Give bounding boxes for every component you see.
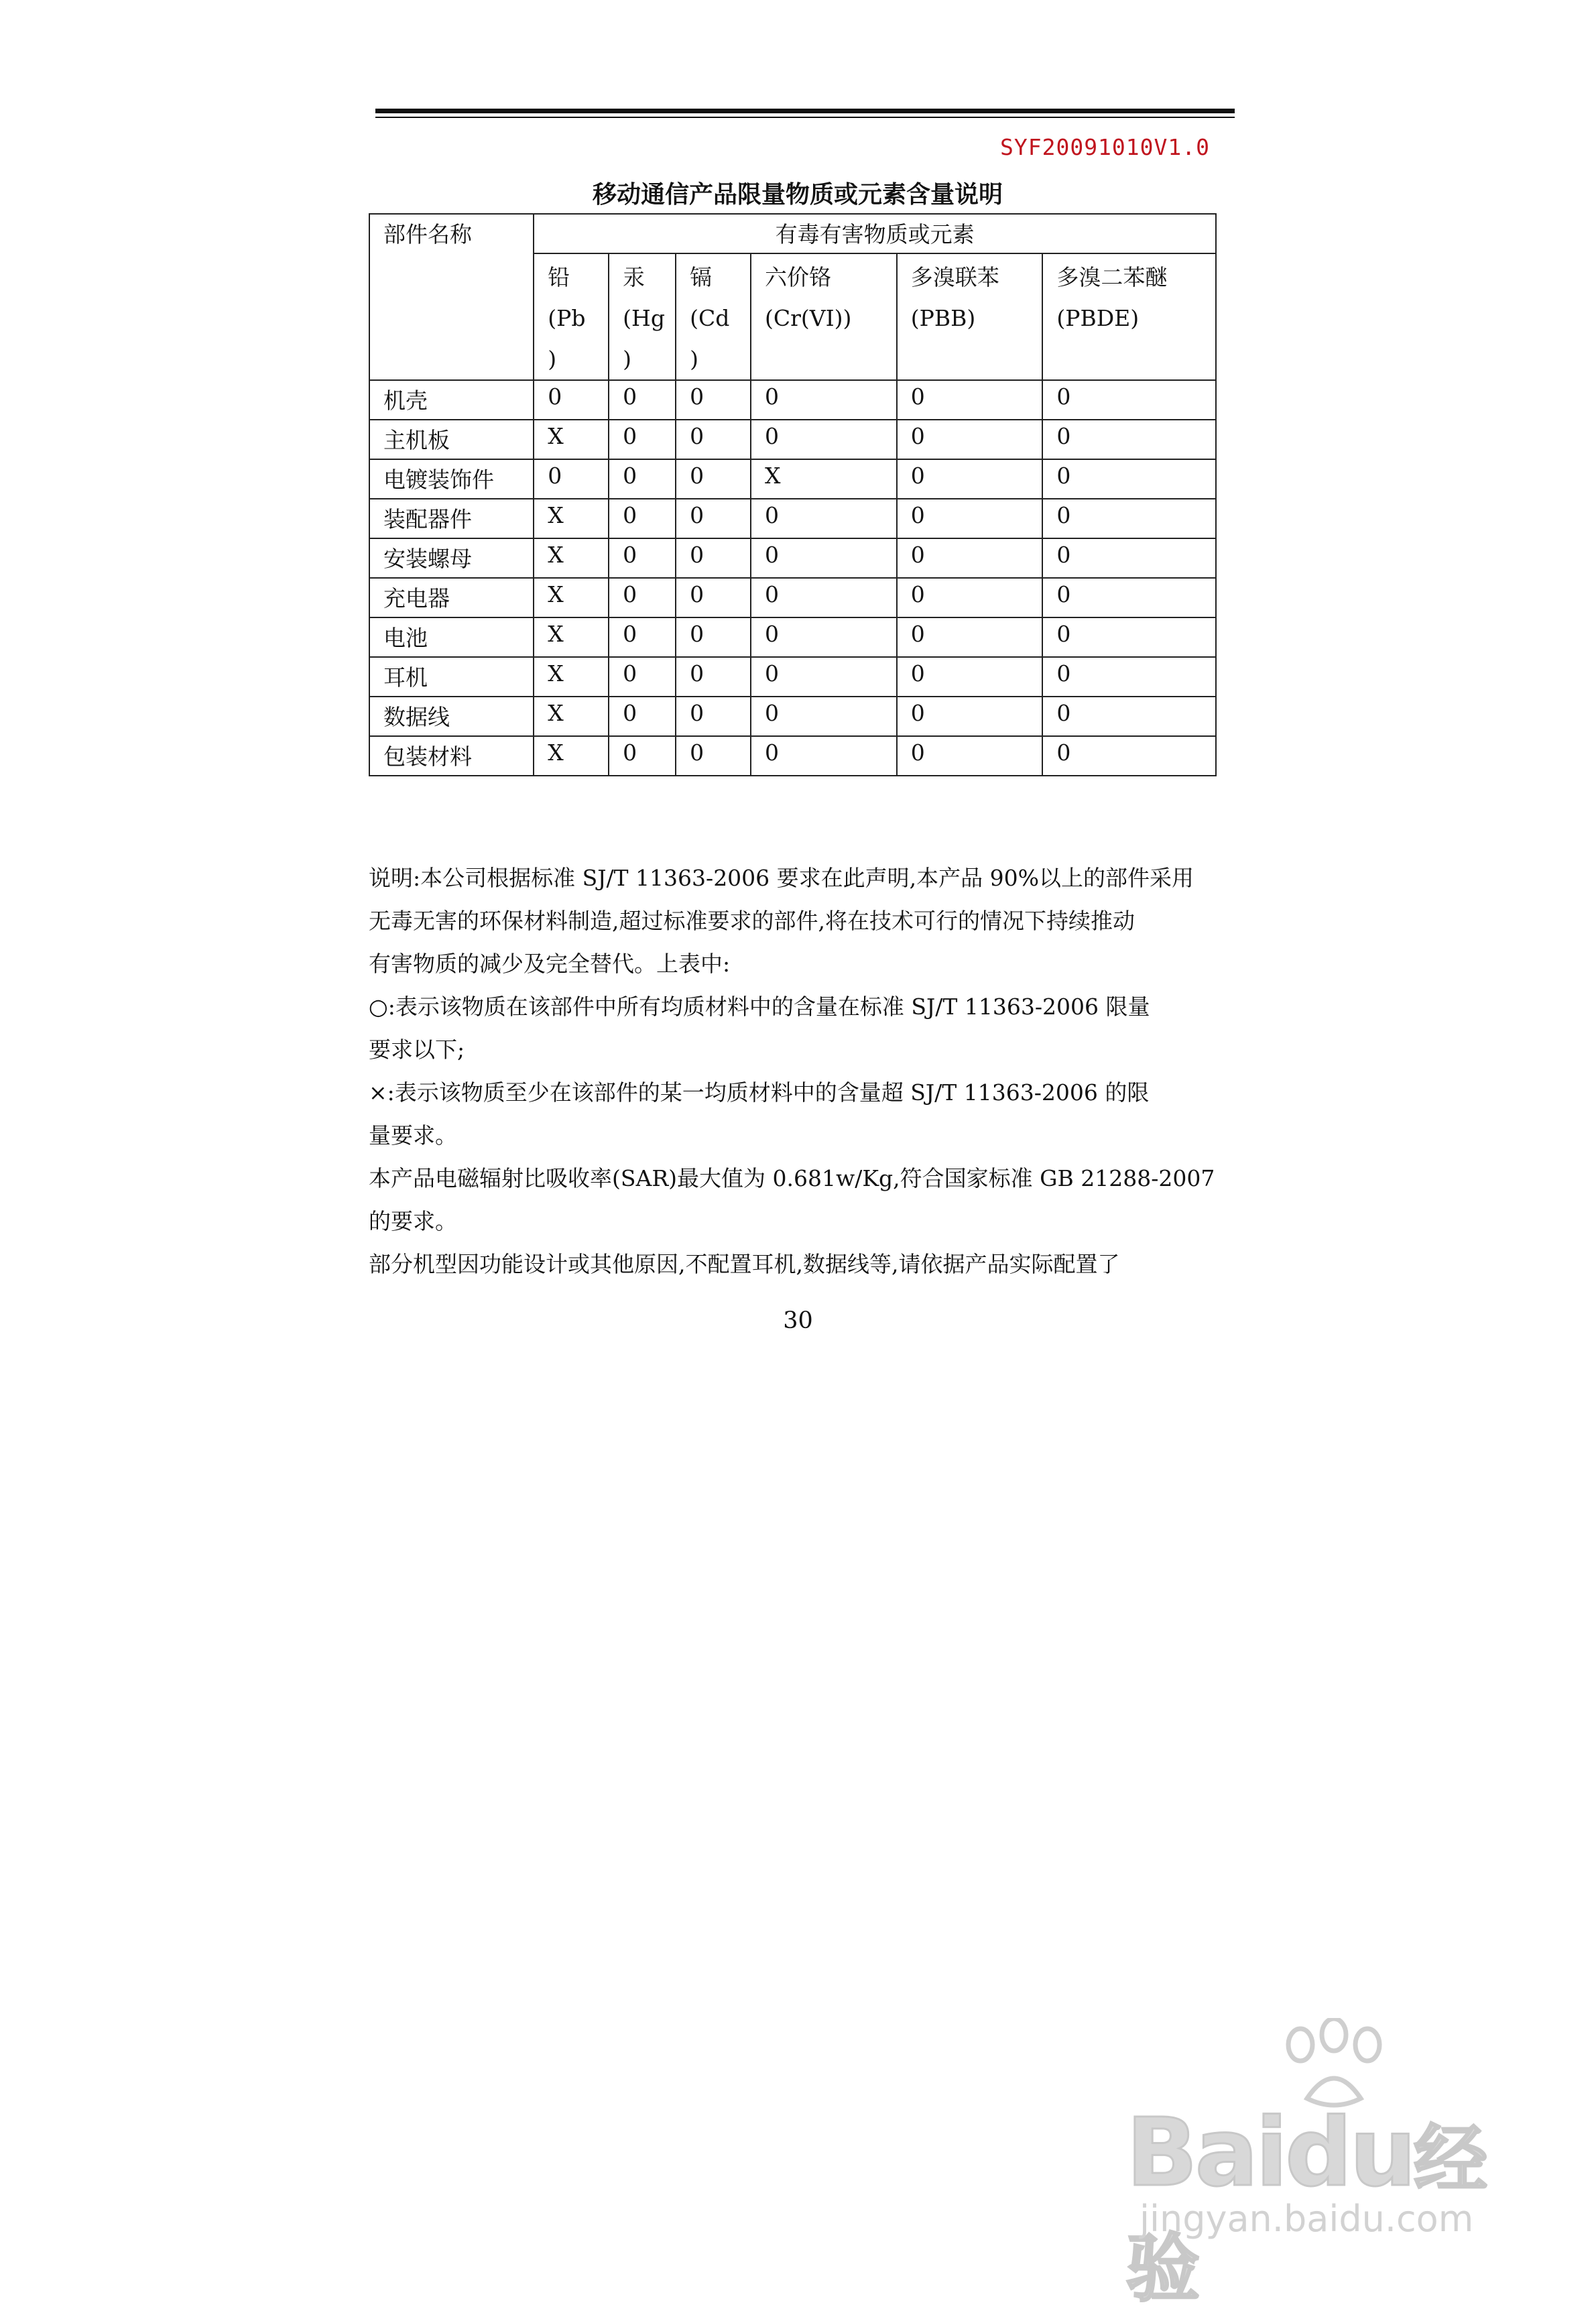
note-paragraph bbox=[369, 986, 1217, 1071]
substance-value: 0 bbox=[609, 499, 676, 538]
substance-value: 0 bbox=[1042, 538, 1216, 578]
substance-header bbox=[609, 253, 676, 380]
substance-value: 0 bbox=[676, 657, 751, 697]
note-line: 量要求。 bbox=[369, 1122, 457, 1148]
substance-value: 0 bbox=[751, 499, 897, 538]
part-name: 电镀装饰件 bbox=[369, 459, 534, 499]
substance-name: 多溴联苯 bbox=[910, 264, 999, 290]
substance-value: 0 bbox=[751, 697, 897, 736]
table-row bbox=[369, 538, 1216, 578]
substance-value: 0 bbox=[609, 736, 676, 776]
substance-value: 0 bbox=[897, 617, 1043, 657]
substance-value: 0 bbox=[609, 697, 676, 736]
substance-value: 0 bbox=[676, 617, 751, 657]
header-rule-thin bbox=[375, 117, 1235, 118]
substance-value: 0 bbox=[1042, 578, 1216, 617]
baidu-watermark bbox=[1126, 2018, 1501, 2312]
substance-value: 0 bbox=[676, 420, 751, 459]
note-paragraph bbox=[369, 1071, 1217, 1157]
table-row bbox=[369, 617, 1216, 657]
substance-value: 0 bbox=[1042, 697, 1216, 736]
substance-value: 0 bbox=[1042, 657, 1216, 697]
substance-value: 0 bbox=[1042, 617, 1216, 657]
header-rule-thick bbox=[375, 109, 1235, 113]
substance-value: X bbox=[534, 617, 609, 657]
substance-value: 0 bbox=[609, 420, 676, 459]
table-title: 移动通信产品限量物质或元素含量说明 bbox=[592, 181, 1003, 209]
substance-header bbox=[897, 253, 1043, 380]
page-number: 30 bbox=[783, 1307, 813, 1334]
substance-value: 0 bbox=[1042, 420, 1216, 459]
substance-value: 0 bbox=[751, 736, 897, 776]
substance-value: 0 bbox=[897, 697, 1043, 736]
notes bbox=[369, 857, 1217, 1286]
part-name: 机壳 bbox=[369, 380, 534, 420]
substance-value: 0 bbox=[676, 459, 751, 499]
table-row bbox=[369, 697, 1216, 736]
substance-value: 0 bbox=[534, 380, 609, 420]
part-name: 装配器件 bbox=[369, 499, 534, 538]
note-line: 本产品电磁辐射比吸收率(SAR)最大值为 0.681w/Kg,符合国家标准 GB 21288-2007 bbox=[369, 1165, 1215, 1191]
substance-value: 0 bbox=[897, 499, 1043, 538]
substance-value: 0 bbox=[751, 617, 897, 657]
substance-value: X bbox=[534, 538, 609, 578]
substance-value: 0 bbox=[609, 657, 676, 697]
substance-symbol: (Pb bbox=[548, 305, 586, 331]
substance-header bbox=[676, 253, 751, 380]
substance-symbol: (PBB) bbox=[910, 305, 976, 331]
substance-value: 0 bbox=[609, 617, 676, 657]
table-row bbox=[369, 459, 1216, 499]
note-line: 无毒无害的环保材料制造,超过标准要求的部件,将在技术可行的情况下持续推动 bbox=[369, 908, 1135, 934]
substance-symbol: ) bbox=[690, 346, 698, 372]
substance-value: 0 bbox=[751, 538, 897, 578]
substance-value: 0 bbox=[897, 657, 1043, 697]
substance-value: 0 bbox=[1042, 499, 1216, 538]
substance-name: 铅 bbox=[548, 264, 570, 290]
substance-value: X bbox=[534, 697, 609, 736]
document-id: SYF20091010V1.0 bbox=[999, 134, 1210, 160]
substance-symbol: ) bbox=[623, 346, 632, 372]
paw-icon bbox=[1260, 2018, 1408, 2112]
table-row bbox=[369, 657, 1216, 697]
substance-value: 0 bbox=[751, 578, 897, 617]
substance-value: 0 bbox=[676, 697, 751, 736]
substance-group-header: 有毒有害物质或元素 bbox=[534, 214, 1216, 253]
note-line: ×:表示该物质至少在该部件的某一均质材料中的含量超 SJ/T 11363-2006 的限 bbox=[369, 1079, 1150, 1106]
substance-value: X bbox=[534, 499, 609, 538]
substance-name: 多溴二苯醚 bbox=[1056, 264, 1168, 290]
substance-value: 0 bbox=[609, 459, 676, 499]
table-row bbox=[369, 499, 1216, 538]
substance-value: 0 bbox=[676, 736, 751, 776]
note-line: 部分机型因功能设计或其他原因,不配置耳机,数据线等,请依据产品实际配置了 bbox=[369, 1251, 1120, 1277]
substance-value: 0 bbox=[751, 420, 897, 459]
substance-value: 0 bbox=[1042, 380, 1216, 420]
note-line: ○:表示该物质在该部件中所有均质材料中的含量在标准 SJ/T 11363-2006 限量 bbox=[369, 994, 1150, 1020]
table-row bbox=[369, 380, 1216, 420]
substance-name: 六价铬 bbox=[764, 264, 831, 290]
substance-value: 0 bbox=[1042, 459, 1216, 499]
substance-header bbox=[1042, 253, 1216, 380]
substance-value: X bbox=[534, 578, 609, 617]
note-line: 的要求。 bbox=[369, 1208, 457, 1234]
substance-value: 0 bbox=[897, 459, 1043, 499]
substance-symbol: (Hg bbox=[623, 305, 665, 331]
part-name: 包装材料 bbox=[369, 736, 534, 776]
substance-value: X bbox=[534, 657, 609, 697]
substance-value: 0 bbox=[751, 380, 897, 420]
substance-value: 0 bbox=[897, 578, 1043, 617]
substance-value: 0 bbox=[609, 578, 676, 617]
substance-value: 0 bbox=[897, 538, 1043, 578]
substance-value: 0 bbox=[609, 380, 676, 420]
substance-symbol: (Cd bbox=[690, 305, 730, 331]
part-name-header: 部件名称 bbox=[369, 214, 534, 380]
substance-value: 0 bbox=[609, 538, 676, 578]
substance-name: 汞 bbox=[623, 264, 646, 290]
substance-value: 0 bbox=[897, 420, 1043, 459]
part-name: 充电器 bbox=[369, 578, 534, 617]
substance-value: X bbox=[751, 459, 897, 499]
part-name: 数据线 bbox=[369, 697, 534, 736]
watermark-url: jingyan.baidu.com bbox=[1140, 2198, 1474, 2240]
part-name: 耳机 bbox=[369, 657, 534, 697]
note-line: 有害物质的减少及完全替代。上表中: bbox=[369, 951, 731, 977]
substance-symbol: (Cr(VI)) bbox=[764, 305, 852, 331]
note-line: 要求以下; bbox=[369, 1036, 465, 1063]
part-name: 主机板 bbox=[369, 420, 534, 459]
substance-value: 0 bbox=[676, 578, 751, 617]
note-paragraph bbox=[369, 1157, 1217, 1243]
note-paragraph bbox=[369, 1243, 1217, 1286]
substance-header bbox=[534, 253, 609, 380]
table-row bbox=[369, 736, 1216, 776]
table-row bbox=[369, 420, 1216, 459]
part-name: 电池 bbox=[369, 617, 534, 657]
substance-symbol: ) bbox=[548, 346, 557, 372]
note-paragraph bbox=[369, 857, 1217, 986]
substance-header bbox=[751, 253, 897, 380]
substance-value: X bbox=[534, 736, 609, 776]
substance-value: 0 bbox=[676, 538, 751, 578]
hazardous-substances-table bbox=[369, 213, 1217, 776]
substance-value: 0 bbox=[751, 657, 897, 697]
substance-value: 0 bbox=[534, 459, 609, 499]
substance-symbol: (PBDE) bbox=[1056, 305, 1140, 331]
note-line: 说明:本公司根据标准 SJ/T 11363-2006 要求在此声明,本产品 90%以上的部件采用 bbox=[369, 865, 1194, 891]
substance-value: 0 bbox=[897, 736, 1043, 776]
table-row bbox=[369, 578, 1216, 617]
substance-value: X bbox=[534, 420, 609, 459]
substance-value: 0 bbox=[897, 380, 1043, 420]
part-name: 安装螺母 bbox=[369, 538, 534, 578]
watermark-brand: Baidu经验 bbox=[1126, 2098, 1488, 2312]
substance-value: 0 bbox=[1042, 736, 1216, 776]
substance-name: 镉 bbox=[690, 264, 713, 290]
substance-value: 0 bbox=[676, 499, 751, 538]
substance-value: 0 bbox=[676, 380, 751, 420]
